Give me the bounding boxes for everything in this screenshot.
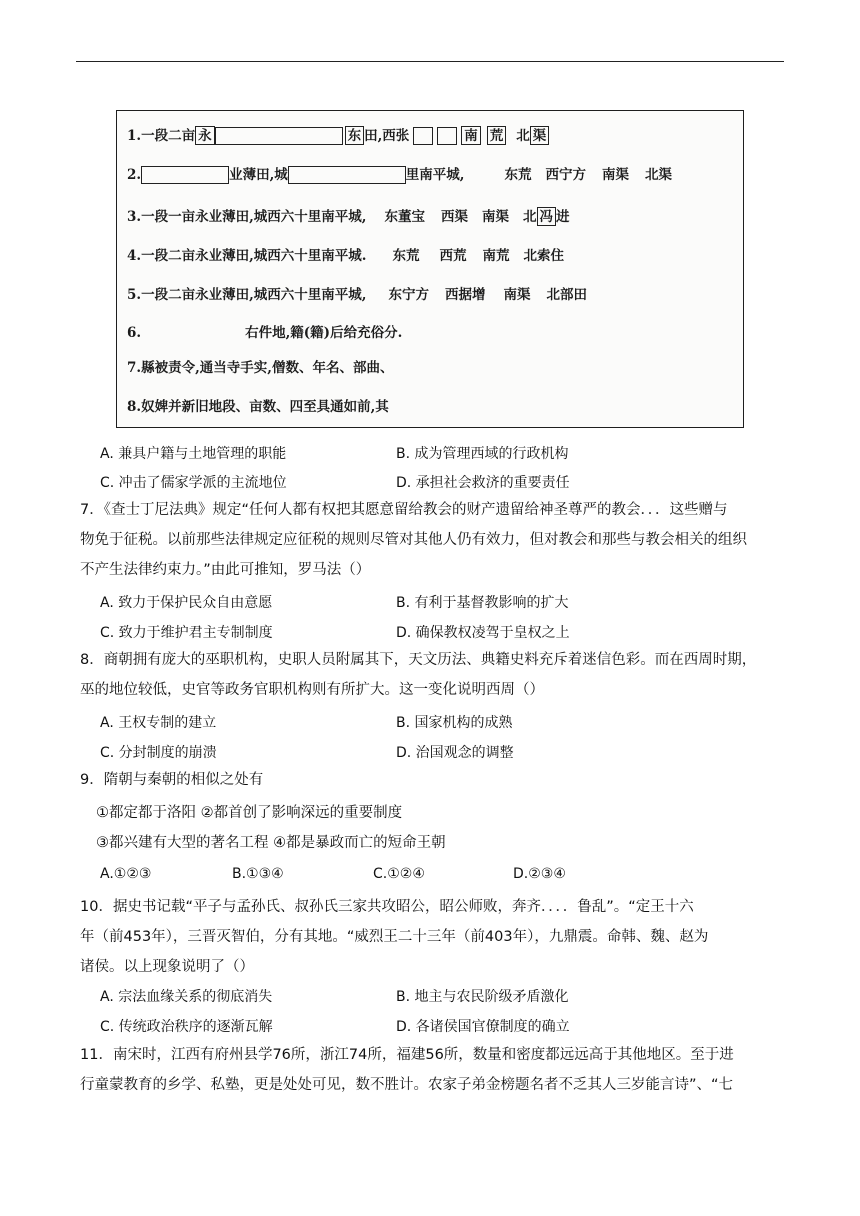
option-b: B.①③④	[232, 866, 284, 882]
boxed-char: 永	[195, 126, 215, 145]
field-east: 东宁方	[388, 286, 429, 303]
option-d: D.②③④	[513, 866, 566, 882]
option-c: C.①②④	[373, 866, 425, 882]
option-d: D. 确保教权凌驾于皇权之上	[396, 625, 570, 641]
row-text: 一段二亩	[141, 127, 196, 144]
boxed-char: 冯	[537, 207, 557, 226]
scanned-document-image	[116, 110, 744, 428]
row-text: 业薄田,城	[229, 166, 288, 183]
option-c: C. 分封制度的崩溃	[100, 745, 217, 761]
field-south: 南渠	[503, 286, 531, 303]
option-b: B. 有利于基督教影响的扩大	[396, 595, 569, 611]
row-number: 1.	[127, 127, 142, 144]
field-north: 北	[523, 208, 537, 225]
question-9	[80, 765, 784, 795]
option-b: B. 地主与农民阶级矛盾激化	[396, 989, 569, 1005]
blank-box	[141, 166, 229, 184]
doc-row-7	[127, 353, 394, 381]
option-a: A. 宗法血缘关系的彻底消失	[100, 989, 273, 1005]
field-north: 北部田	[546, 286, 587, 303]
question-8	[80, 645, 784, 705]
field-north: 北索住	[523, 247, 564, 264]
field-north-name: 进	[556, 208, 570, 225]
question-text: 诸侯。以上现象说明了（）	[80, 959, 254, 975]
doc-row-4	[127, 241, 564, 269]
question-10	[80, 892, 784, 982]
question-7	[80, 495, 784, 585]
field-west: 西宁方	[545, 166, 586, 183]
option-c: C. 传统政治秩序的逐渐瓦解	[100, 1019, 273, 1035]
header-rule	[76, 61, 784, 62]
option-d: D. 承担社会救济的重要责任	[396, 475, 570, 491]
question-text: 9．隋朝与秦朝的相似之处有	[80, 772, 264, 788]
question-text: 巫的地位较低，史官等政务官职机构则有所扩大。这一变化说明西周（）	[80, 682, 544, 698]
question-11	[80, 1040, 784, 1100]
field-east: 东荒	[392, 247, 420, 264]
boxed-char: 南	[461, 126, 481, 145]
row-text: 8.奴婢并新旧地段、亩数、四至具通如前,其	[127, 398, 389, 415]
row-number: 6.	[127, 324, 142, 341]
field-west: 西荒	[439, 247, 467, 264]
blank-box	[437, 127, 457, 145]
doc-row-8	[127, 392, 389, 420]
boxed-char: 荒	[487, 126, 507, 145]
blank-box	[413, 127, 433, 145]
question-text: 7．《查士丁尼法典》规定“任何人都有权把其愿意留给教会的财产遗留给神圣尊严的教会．．．这些赠与	[80, 502, 728, 518]
doc-row-2	[127, 160, 672, 188]
doc-row-5	[127, 280, 587, 308]
row-number: 2.	[127, 166, 142, 183]
question-text: 物免于征税。以前那些法律规定应征税的规则尽管对其他人仍有效力，但对教会和那些与教会相关的组织	[80, 532, 747, 548]
option-a: A. 王权专制的建立	[100, 715, 217, 731]
question-text: 年（前453年），三晋灭智伯，分有其地。“威烈王二十三年（前403年），九鼎震。命韩、魏、赵为	[80, 929, 709, 945]
option-a: A.①②③	[100, 866, 152, 882]
option-b: B. 国家机构的成熟	[396, 715, 513, 731]
option-a: A. 致力于保护民众自由意愿	[100, 595, 273, 611]
statement-line: ③都兴建有大型的著名工程 ④都是暴政而亡的短命王朝	[96, 835, 446, 851]
question-text: 行童蒙教育的乡学、私塾，更是处处可见，数不胜计。农家子弟金榜题名者不乏其人三岁能言诗”、“七	[80, 1077, 734, 1093]
field-east: 东董宝	[384, 208, 425, 225]
doc-row-6	[127, 318, 402, 346]
field-south: 南荒	[482, 247, 510, 264]
question-text: 11．南宋时，江西有府州县学76所，浙江74所，福建56所，数量和密度都远远高于其他地区。至于进	[80, 1047, 734, 1063]
field-south: 南渠	[482, 208, 509, 225]
option-c: C. 致力于维护君主专制制度	[100, 625, 273, 641]
option-d: D. 治国观念的调整	[396, 745, 514, 761]
boxed-char: 渠	[530, 126, 550, 145]
doc-row-1	[127, 121, 549, 149]
question-text: 10．据史书记载“平子与孟孙氏、叔孙氏三家共攻昭公，昭公师败，奔齐．．．．鲁乱”。“定王十六	[80, 899, 694, 915]
field-west: 西渠	[441, 208, 468, 225]
option-c: C. 冲击了儒家学派的主流地位	[100, 475, 287, 491]
question-text: 8．商朝拥有庞大的巫职机构，史职人员附属其下，天文历法、典籍史料充斥着迷信色彩。而在西周时期，	[80, 652, 757, 668]
row-text: 里南平城,	[405, 166, 465, 183]
row-text: 右件地,籍(籍)后给充俗分.	[245, 324, 403, 341]
row-text: 7.縣被责令,通当寺手实,僧数、年名、部曲、	[127, 359, 394, 376]
option-b: B. 成为管理西域的行政机构	[396, 446, 569, 462]
row-text: 北	[516, 127, 530, 144]
option-a: A. 兼具户籍与土地管理的职能	[100, 446, 287, 462]
row-text: 5.一段二亩永业薄田,城西六十里南平城,	[127, 286, 367, 303]
row-text: 3.一段一亩永业薄田,城西六十里南平城,	[127, 208, 367, 225]
row-text: 4.一段二亩永业薄田,城西六十里南平城.	[127, 247, 367, 264]
row-text: 田,西张	[364, 127, 410, 144]
boxed-char: 东	[345, 126, 365, 145]
blank-box	[288, 166, 406, 184]
statement-line: ①都定都于洛阳 ②都首创了影响深远的重要制度	[96, 805, 403, 821]
field-west: 西据增	[445, 286, 486, 303]
field-south: 南渠	[602, 166, 629, 183]
option-d: D. 各诸侯国官僚制度的确立	[396, 1019, 570, 1035]
question-text: 不产生法律约束力。”由此可推知，罗马法（）	[80, 562, 371, 578]
blank-box	[215, 127, 343, 145]
field-east: 东荒	[504, 166, 532, 183]
field-north: 北渠	[645, 166, 672, 183]
doc-row-3	[127, 202, 570, 230]
